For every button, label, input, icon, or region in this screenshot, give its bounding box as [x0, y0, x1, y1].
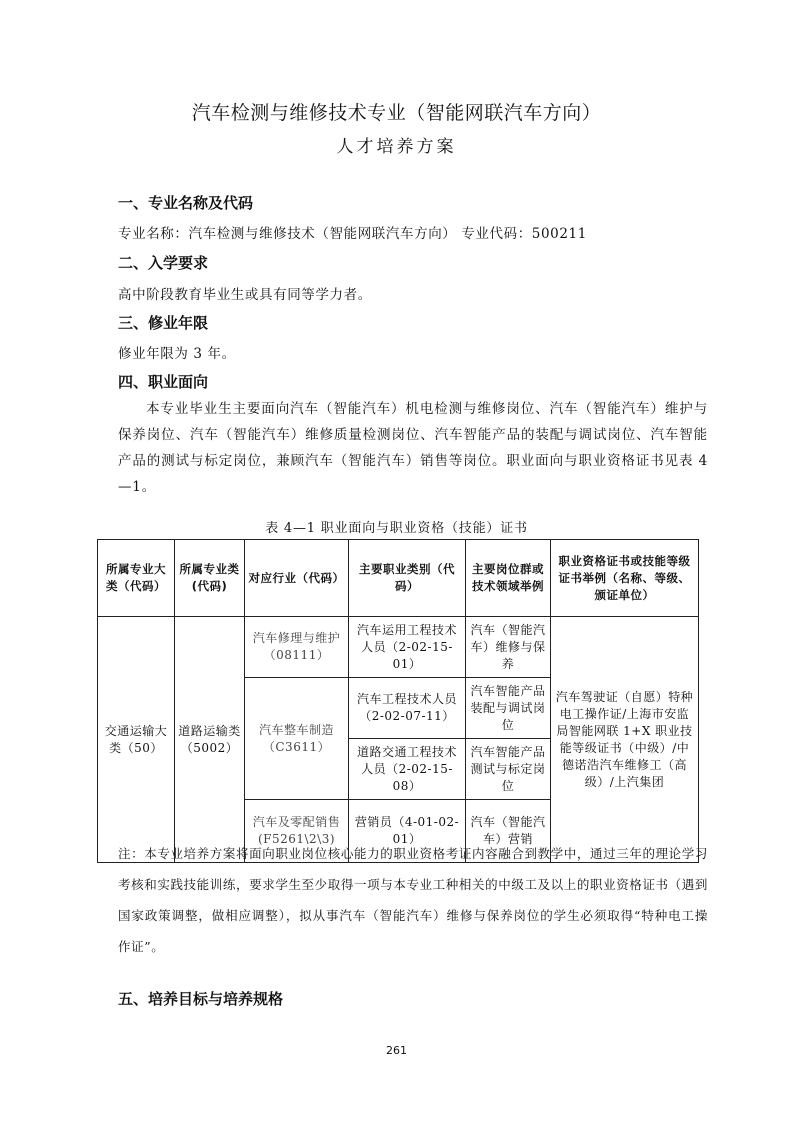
table-row — [98, 617, 699, 678]
page-number: 261 — [386, 1044, 407, 1057]
cell-position: 汽车智能产品测试与标定岗位 — [466, 739, 551, 800]
career-paragraph: 本专业毕业生主要面向汽车（智能汽车）机电检测与维修岗位、汽车（智能汽车）维护与保养岗位、汽车（智能汽车）维修质量检测岗位、汽车智能产品的装配与调试岗位、汽车智能产品的测试与标定岗位，兼顾汽车（智能汽车）销售等岗位。职业面向与职业资格证书见表 4—1。 — [118, 401, 708, 495]
section-heading-5: 五、培养目标与培养规格 — [118, 990, 284, 1008]
header-position: 主要岗位群或技术领域举例 — [466, 540, 551, 617]
cell-occupation: 营销员（4-01-02-01） — [349, 800, 466, 863]
cell-occupation: 汽车工程技术人员（2-02-07-11） — [349, 678, 466, 739]
admission-text: 高中阶段教育毕业生或具有同等学力者。 — [118, 287, 372, 303]
section-heading-3: 三、修业年限 — [118, 314, 209, 332]
document-subtitle: 人才培养方案 — [336, 137, 457, 157]
table-caption: 表 4—1 职业面向与职业资格（技能）证书 — [265, 521, 528, 536]
section-heading-1: 一、专业名称及代码 — [118, 194, 254, 212]
table-header-row — [98, 540, 699, 617]
table-note: 注：本专业培养方案将面向职业岗位核心能力的职业资格考证内容融合到教学中，通过三年的理论学习考核和实践技能训练，要求学生至少取得一项与本专业工种相关的中级工及以上的职业资格证书（遇到国家政策调整，做相应调整），拟从事汽车（智能汽车）维修与保养岗位的学生必须取得“特种电工操作证”。 — [118, 846, 708, 954]
header-major-category: 所属专业大类（代码） — [98, 540, 175, 617]
cell-occupation: 道路交通工程技术人员（2-02-15-08） — [349, 739, 466, 800]
cell-position: 汽车（智能汽车）营销 — [466, 800, 551, 863]
cell-major-category: 交通运输大类（50） — [98, 617, 175, 863]
duration-text: 修业年限为 3 年。 — [118, 346, 236, 362]
cell-position: 汽车（智能汽车）维修与保养 — [466, 617, 551, 678]
cell-industry: 汽车修理与维护 （08111） — [245, 617, 349, 678]
header-major-class: 所属专业类(代码) — [175, 540, 245, 617]
major-name-line: 专业名称：汽车检测与维修技术（智能网联汽车方向） 专业代码：500211 — [118, 226, 587, 242]
cell-position: 汽车智能产品装配与调试岗位 — [466, 678, 551, 739]
cell-major-class: 道路运输类（5002） — [175, 617, 245, 863]
cell-occupation: 汽车运用工程技术人员（2-02-15-01） — [349, 617, 466, 678]
cell-industry: 汽车整车制造（C3611） — [245, 678, 349, 800]
cell-industry: 汽车及零配销售(F5261\2\3) — [245, 800, 349, 863]
header-occupation: 主要职业类别（代码） — [349, 540, 466, 617]
cell-certificates: 汽车驾驶证（自愿）特种电工操作证/上海市安监局智能网联 1+X 职业技能等级证书（中级）/中德诺浩汽车维修工（高级）/上汽集团 — [551, 617, 699, 863]
section-heading-2: 二、入学要求 — [118, 254, 209, 272]
section-heading-4: 四、职业面向 — [118, 373, 209, 391]
career-certificate-table — [97, 539, 699, 863]
document-title: 汽车检测与维修技术专业（智能网联汽车方向） — [191, 102, 602, 124]
header-certificate: 职业资格证书或技能等级证书举例（名称、等级、颁证单位） — [551, 540, 699, 617]
header-industry: 对应行业（代码） — [245, 540, 349, 617]
